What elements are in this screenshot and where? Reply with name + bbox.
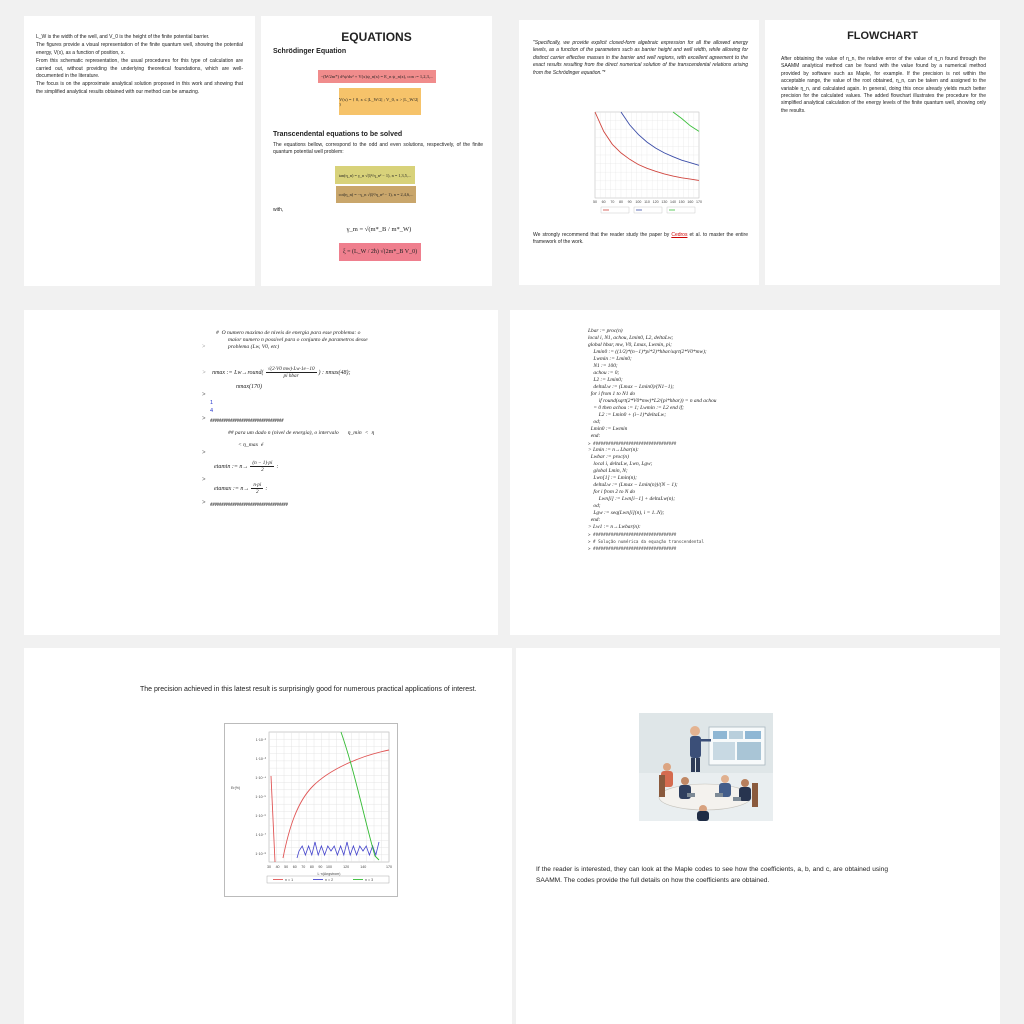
code-line: > ################################# [588, 532, 677, 537]
cedros-link[interactable]: Cedros [671, 232, 688, 238]
recommend-post: et al. to master the entire framework of the work. [533, 232, 748, 246]
code-line: L2 := Lmin0 + (i−1)*deltaLw; [588, 412, 666, 418]
code-line: > # Solução numérica da equação transcendental [588, 539, 704, 544]
schrodinger-equation: −(ħ²/2m*) d²ψ/dx² + V(x)ψ_n(x) = E_n ψ_n(x), con := 1,2,3,... [318, 70, 436, 83]
quote-text: "Specifically, we provide explicit closed-form algebraic expression for all the allowed energy levels, as a function of the parameters such as barrier height and well width, while allowing for distinct carrier effective masses in the barrier and well regions, with excellent agreement to the exact results resulting from the direct numerical solution of the transcendental relations arising from the Schrödinger equation."* [533, 40, 748, 76]
x-tick-label: 90 [318, 865, 323, 869]
etamin-lhs: etamin := n→ [214, 463, 249, 470]
recommend-text [533, 232, 748, 247]
eta-symbol: η [371, 430, 375, 436]
etamax-semicolon: : [265, 485, 268, 492]
even-equation: cot(η_n) = −γ_n √(ξ²/η_n² − 1), n = 2,4,6,... [336, 186, 416, 203]
potential-equation: V(x) = { 0, x ≤ |L_W/2| ; V_0, x > |L_W/2| } [339, 88, 421, 115]
page-2 [261, 16, 492, 286]
eta-min-symbol: η_min [347, 430, 362, 436]
x-tick-label: 140 [360, 865, 367, 869]
nmax-170: nmax(170) [236, 384, 262, 390]
code-line: Lwn[1] := Lmin(n); [588, 475, 637, 481]
equations-title: EQUATIONS [341, 30, 412, 44]
y-axis-label: Er(%) [231, 786, 241, 790]
etamin-semicolon: : [276, 463, 279, 470]
output-4: 4 [210, 408, 214, 414]
etamax-lhs: etamax := n→ [214, 485, 250, 492]
code-line: Lwbar := proc(n) [588, 454, 629, 460]
y-tick-label: 1·10⁻⁶ [255, 814, 266, 818]
x-tick-label: 120 [343, 865, 350, 869]
code-line: local i, N1, achou, Lmin0, L2, deltaLw; [588, 335, 674, 341]
x-tick-label: 90 [627, 200, 632, 204]
odd-equation: tan(η_n) = γ_n √(ξ²/η_n² − 1), n = 1,3,5,... [335, 166, 415, 184]
page-1 [24, 16, 255, 286]
page-8 [516, 648, 1000, 1024]
x-tick-label: 30 [267, 865, 271, 869]
flowchart-text: After obtaining the value of η_n, the relative error of the value of η_n found through the SAAMM analytical method can be found with the value found by a numerical method provided by software such as Maple, for example. If the precision is not within the acceptable range, the value of the root obtained, η_n, can be taken and assigned to the variable η_n, and calculated again. In general, doing this once already yields much better precision for the calculated values. The added flowchart illustrates the procedure for the simplified analytical calculation of the energy levels of the finite quantum well, showing only the results. [781, 56, 986, 114]
x-tick-label: 100 [635, 200, 642, 204]
code-line: global hbar, mw, V0, Lmax, Lwmin, pi; [588, 342, 672, 348]
page-4 [765, 20, 1000, 285]
y-tick-label: 1·10⁻⁴ [255, 776, 266, 780]
code-line: N1 := 100; [588, 363, 618, 369]
code-line: = 0 then achou := 1; Lwmin := L2 end if; [588, 405, 684, 411]
legend-label: n = 3 [365, 878, 374, 882]
nmax-num: √(2·V0 mw)·Lw·1e−10 [267, 366, 315, 372]
flowchart-title: FLOWCHART [847, 30, 918, 42]
x-tick-label: 170 [696, 200, 702, 204]
code-line: Lbar := proc(n) [588, 328, 623, 334]
transcendental-heading: Transcendental equations to be solved [273, 131, 403, 138]
y-tick-label: 1·10⁻⁷ [255, 833, 266, 837]
page-5: # O numero maximo de niveis de energia para esse problema: o maior numero n possivel para o conjunto de parametros desse > problema (Lw, V0, etc) > nmax := Lw→round( √(2·V0 mw)·Lw·1e−10 pi hbar ) : nmax(48); nmax(170) > 1 4 > ################################# ## para um dado n (nivel de energia), o intervalo η_min < η < η_max é > etamin := n→ $\frac{(n - 1)\cdot pi}{2}$ : > etamax := n→ $\frac{n\cdot pi}{2}$ : > ################################### [24, 310, 498, 635]
comment-3: problema (Lw, V0, etc) [228, 344, 280, 350]
x-tick-label: 80 [309, 865, 314, 869]
recommend-pre: We strongly recommend that the reader study the paper by [533, 232, 672, 238]
page-6 [510, 310, 1000, 635]
hash-line-1: ################################# [210, 418, 284, 423]
x-tick-label: 60 [601, 200, 606, 204]
page1-line-1: L_W is the width of the well, and V_0 is the height of the finite potential barrier. [36, 34, 210, 40]
hash-line-2: ################################### [210, 502, 288, 507]
code-line: od; [588, 419, 601, 425]
code-line: deltaLw := (Lmax − Lmin0)/(N1−1); [588, 384, 675, 390]
gamma-equation: γ_m = √(m*_B / m*_W) [346, 225, 412, 233]
etamin-num: (n − 1)·pi [252, 460, 273, 466]
with-label: with, [273, 207, 284, 213]
y-tick-label: 1·10⁻⁸ [255, 852, 266, 856]
x-tick-label: 160 [687, 200, 694, 204]
precision-text: The precision achieved in this latest result is surprisingly good for numerous practical applications of interest. [140, 686, 477, 693]
schrodinger-heading: Schrödinger Equation [273, 48, 347, 55]
code-line: for i from 1 to N1 do [588, 391, 636, 397]
code-line: Lmin0 := ((1/2)*(n−1)*pi*2)*hbar/sqrt(2*V0*mw); [588, 349, 707, 355]
x-tick-label: 50 [593, 200, 597, 204]
maple-note-text: If the reader is interested, they can look at the Maple codes to see how the coefficients, a, b, and c, are obtained using SAAMM. The codes provide the full details on how the coefficients are obtained. [536, 866, 888, 884]
code-line: L2 := Lmin0; [588, 377, 623, 383]
code-line: > ################################# [588, 441, 677, 446]
code-line: > Lw1 := n→Lwbar(n): [588, 524, 641, 530]
etamax-num: n·pi [253, 482, 262, 488]
maple-code-block [588, 328, 716, 552]
code-line: deltaLw := (Lmax − Lmin(n))/(N − 1); [588, 482, 678, 488]
x-tick-label: 100 [326, 865, 332, 869]
x-tick-label: 60 [292, 865, 297, 869]
comment-4: ## para um dado n (nivel de energia), o intervalo [228, 430, 339, 436]
y-tick-label: 1·10⁻³ [255, 757, 266, 761]
output-1: 1 [210, 400, 214, 406]
code-line: Lwn[i] := Lwn[i−1] + deltaLw(n); [588, 496, 675, 502]
y-tick-label: 1·10⁻² [255, 738, 266, 742]
nmax-den: pi hbar [283, 373, 299, 379]
x-tick-label: 40 [275, 865, 280, 869]
legend-label: n = 2 [325, 878, 334, 882]
etamin-den: 2 [261, 467, 264, 473]
code-line: for i from 2 to N do [588, 489, 636, 495]
page-7 [24, 648, 512, 1024]
comment-2: maior numero n possivel para o conjunto de parametros desse [228, 337, 368, 343]
x-tick-label: 70 [301, 865, 306, 869]
x-tick-label: 120 [652, 200, 659, 204]
x-tick-label: 130 [661, 200, 668, 204]
error-chart-frame [224, 723, 398, 897]
code-line: end: [588, 517, 601, 523]
x-tick-label: 110 [644, 200, 650, 204]
xi-equation: ξ = (L_W / 2ħ) √(2m*_B V_0) [339, 243, 421, 261]
page1-line-4: The focus is on the approximate analytical solution proposed in this work and showing that the simplified analytical results obtained with our method can be amazing. [36, 81, 243, 95]
less-than: < [364, 430, 369, 436]
nmax-tail: ) : nmax(48); [318, 369, 351, 376]
page-3 [519, 20, 759, 285]
transcendental-text: The equations bellow, correspond to the odd and even solutions, respectively, of the finite quantum potential well problem: [273, 142, 483, 156]
comment-1: # O numero maximo de niveis de energia para esse problema: o [216, 330, 361, 336]
etamax-den: 2 [256, 489, 259, 495]
x-tick-label: 140 [670, 200, 676, 204]
code-line: > ################################# [588, 546, 677, 551]
code-line: > Lmin := n→Lbar(n): [588, 447, 639, 453]
code-line: Lmin0 := Lwmin [588, 426, 628, 432]
page1-line-3: From this schematic representation, the usual procedures for this type of calculation are carried out, without providing the underlying theoretical foundations, which are well-documented in the literature. [36, 58, 243, 80]
error-chart [225, 724, 397, 896]
nmax-lhs: nmax := Lw→round( [212, 369, 264, 376]
energy-chart [581, 108, 703, 224]
x-axis-label: L·n(Angstrom) [317, 872, 341, 876]
team-meeting-illustration [639, 713, 773, 821]
code-line: local i, deltaLw, Lwn, Lgw; [588, 461, 653, 467]
page1-line-2: The figures provide a visual representation of the finite quantum well, showing the potential energy, V(x), as a function of position, x. [36, 42, 243, 56]
x-tick-label: 70 [610, 200, 615, 204]
legend-label: n = 1 [285, 878, 294, 882]
code-line: end: [588, 433, 601, 439]
code-line: Lgw := seq(Lwn[i](n), i = 1..N); [588, 510, 665, 516]
code-line: od; [588, 503, 601, 509]
x-tick-label: 50 [284, 865, 289, 869]
code-line: global Lmin, N; [588, 468, 628, 474]
x-tick-label: 80 [619, 200, 623, 204]
code-line: if round(sqrt(2*V0*mw)*L2/(pi*hbar)) = n and achou [588, 398, 717, 404]
x-tick-label: 170 [386, 865, 392, 869]
code-line: Lwmin := Lmin0; [588, 356, 632, 362]
comment-5: < η_max é [238, 442, 264, 448]
code-line: achou := 0; [588, 370, 620, 376]
x-tick-label: 150 [678, 200, 685, 204]
y-tick-label: 1·10⁻⁵ [255, 795, 266, 799]
